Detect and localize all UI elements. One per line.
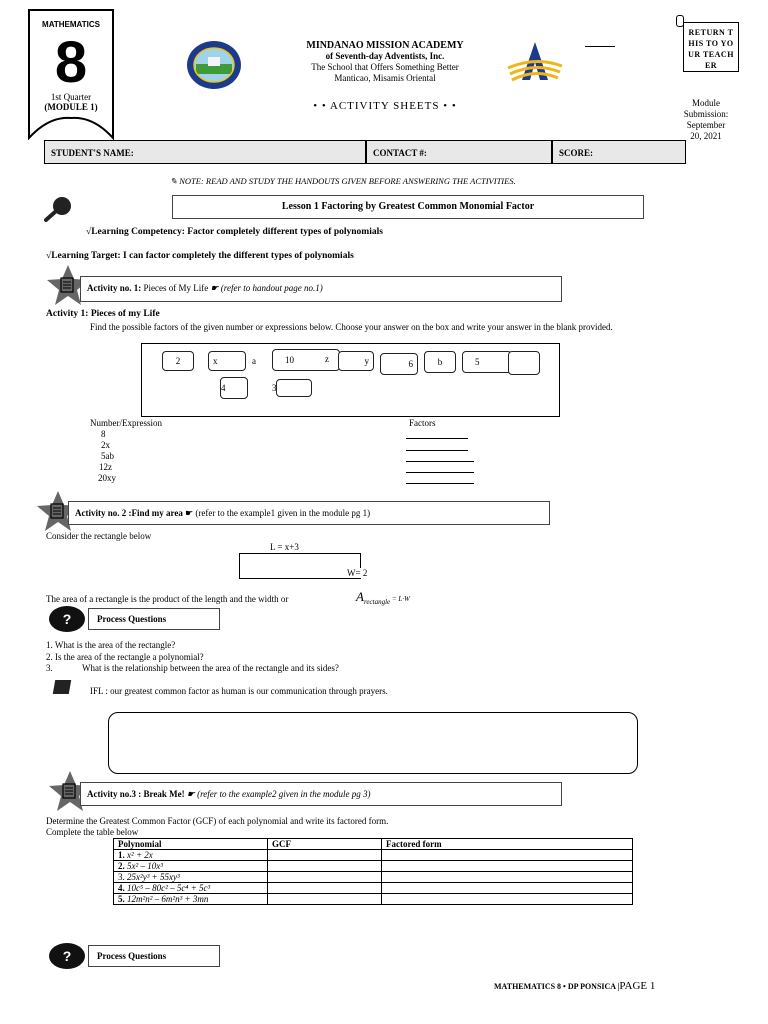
adventist-logo (504, 40, 566, 88)
polynomial-expression: 5x² – 10x³ (127, 861, 163, 871)
table-row (114, 861, 633, 872)
polynomial-cell (114, 894, 268, 905)
gcf-cell[interactable] (268, 894, 382, 905)
question-circle-icon (48, 605, 86, 633)
factor-choice[interactable]: 4 (220, 377, 248, 399)
learning-competency: √Learning Competency: Factor completely different types of polynomials (86, 227, 383, 237)
subject-label: MATHEMATICS (42, 20, 100, 29)
footer-page: PAGE 1 (619, 980, 656, 992)
row-number: 4. (118, 883, 125, 893)
polynomial-cell (114, 850, 268, 861)
activity-3-banner (80, 782, 562, 806)
expression-item: 8 (101, 429, 106, 439)
factor-choice[interactable] (508, 351, 540, 375)
table-row (114, 883, 633, 894)
expression-item: 12z (99, 462, 112, 472)
activity-2-label: Activity no. 2 :Find my area (75, 508, 183, 518)
factored-form-cell[interactable] (382, 894, 633, 905)
table-row (114, 872, 633, 883)
row-number: 2. (118, 861, 125, 871)
return-box (683, 22, 739, 72)
activity-1-label: Activity no. 1: (87, 283, 142, 293)
question-1: 1. What is the area of the rectangle? (46, 640, 176, 650)
factor-choice[interactable]: x (208, 351, 246, 371)
expression-item: 2x (101, 440, 110, 450)
activity-3-instructions-1: Determine the Greatest Common Factor (GCF) of each polynomial and write its factored form. (46, 816, 389, 826)
quarter-label: 1st Quarter (50, 92, 92, 102)
area-formula (356, 589, 410, 606)
activity-3-banner-text (87, 789, 371, 800)
activity-2-ref: ☛ (refer to the example1 given in the module pg 1) (185, 508, 371, 518)
factor-choice[interactable] (276, 379, 312, 397)
activity-2-banner (68, 501, 550, 525)
factor-choices-box (141, 343, 560, 417)
svg-text:?: ? (62, 611, 72, 627)
note-text: ✎ NOTE: READ AND STUDY THE HANDOUTS GIVEN BEFORE ANSWERING THE ACTIVITIES. (170, 176, 516, 186)
learning-target: √Learning Target: I can factor completely the different types of polynomials (46, 251, 354, 261)
table-header: Polynomial (114, 839, 268, 850)
formula-a: A (356, 589, 364, 604)
activity-1-banner (80, 276, 562, 302)
question-2: 2. Is the area of the rectangle a polynomial? (46, 652, 204, 662)
school-org: of Seventh-day Adventists, Inc. (325, 51, 445, 61)
polynomial-cell (114, 872, 268, 883)
process-questions-label-2: Process Questions (97, 951, 167, 961)
activity-1-heading: Activity 1: Pieces of my Life (46, 309, 160, 319)
number-column-header: Number/Expression (90, 418, 162, 428)
factor-answer-blank[interactable] (406, 461, 474, 462)
activity-2-banner-text (75, 508, 370, 519)
student-name-label: STUDENT'S NAME: (51, 148, 134, 158)
factor-answer-blank[interactable] (406, 438, 468, 439)
table-header: Factored form (382, 839, 633, 850)
length-label: L = x+3 (270, 542, 299, 552)
score-field[interactable] (552, 140, 686, 164)
factored-form-cell[interactable] (382, 883, 633, 894)
polynomial-cell (114, 883, 268, 894)
factor-choice[interactable]: 2 (162, 351, 194, 371)
factor-choice[interactable]: 6 (380, 353, 418, 375)
pin-icon (676, 15, 684, 27)
expression-item: 5ab (101, 451, 114, 461)
gcf-cell[interactable] (268, 850, 382, 861)
factored-form-cell[interactable] (382, 872, 633, 883)
polynomial-expression: 25x²y³ + 55xy³ (127, 872, 180, 882)
activity-1-title: Pieces of My Life (143, 283, 209, 293)
factor-choice[interactable]: a (252, 356, 256, 366)
activity-3-ref: ☛ (refer to the example2 given in the module pg 3) (186, 789, 371, 799)
polynomial-cell (114, 861, 268, 872)
formula-sub: rectangle (363, 597, 391, 606)
factors-column-header: Factors (409, 418, 436, 428)
leaf-icon (53, 680, 71, 694)
module-label: (MODULE 1) (44, 102, 98, 112)
rectangle-figure (239, 553, 361, 579)
answer-box[interactable] (108, 712, 638, 774)
factor-answer-blank[interactable] (406, 483, 474, 484)
polynomial-expression: x² + 2x (127, 850, 153, 860)
row-number: 5. (118, 894, 125, 904)
polynomial-expression: 10c⁵ – 80c² – 5c⁴ + 5c³ (127, 883, 211, 893)
activity-1-instructions: Find the possible factors of the given number or expressions below. Choose your answer on the box and write your answer in the blank provided. (90, 322, 613, 332)
factor-choice[interactable]: 3 (272, 383, 277, 393)
activity-3-instructions-2: Complete the table below (46, 827, 139, 837)
consider-text: Consider the rectangle below (46, 531, 152, 541)
row-number: 3. (118, 872, 125, 882)
factor-choice[interactable]: 5 (462, 351, 512, 373)
sheet-title: • • ACTIVITY SHEETS • • (313, 100, 457, 112)
factor-answer-blank[interactable] (406, 450, 468, 451)
row-number: 1. (118, 850, 125, 860)
table-row (114, 894, 633, 905)
school-address: Manticao, Misamis Oriental (334, 73, 436, 83)
polynomial-table (113, 838, 633, 905)
area-text: The area of a rectangle is the product of the length and the width or (46, 594, 289, 604)
student-name-field[interactable] (44, 140, 366, 164)
activity-1-banner-text (87, 283, 323, 294)
expression-item: 20xy (98, 473, 116, 483)
contact-field[interactable] (366, 140, 552, 164)
gcf-cell[interactable] (268, 883, 382, 894)
process-questions-box-2 (88, 945, 220, 967)
table-header: GCF (268, 839, 382, 850)
question-3: What is the relationship between the area of the rectangle and its sides? (82, 663, 339, 673)
magnifier-icon (44, 196, 74, 222)
activity-1-ref: ☛ (refer to handout page no.1) (210, 283, 323, 293)
grade-number: 8 (54, 30, 88, 95)
school-seal-logo (186, 40, 242, 90)
footer-label: MATHEMATICS 8 • DP PONSICA | (494, 982, 620, 991)
school-tagline: The School that Offers Something Better (311, 62, 459, 72)
table-header-row (114, 839, 633, 850)
width-label: W= 2 (347, 568, 368, 578)
factored-form-cell[interactable] (382, 861, 633, 872)
svg-text:?: ? (62, 948, 72, 964)
return-note: RETURN THIS TO YOUR TEACHER (688, 28, 734, 70)
question-circle-icon (48, 942, 86, 970)
gcf-cell[interactable] (268, 872, 382, 883)
footer (494, 980, 655, 992)
lesson-title-box (172, 195, 644, 219)
factor-choice[interactable]: b (424, 351, 456, 373)
process-questions-label: Process Questions (97, 614, 167, 624)
ifl-text: IFL : our greatest common factor as human is our communication through prayers. (90, 686, 388, 696)
score-label: SCORE: (559, 148, 594, 158)
factor-choice[interactable]: z (325, 354, 329, 364)
table-row (114, 850, 633, 861)
question-3-number: 3. (46, 663, 53, 673)
factored-form-cell[interactable] (382, 850, 633, 861)
contact-label: CONTACT #: (373, 148, 427, 158)
lesson-title: Lesson 1 Factoring by Greatest Common Monomial Factor (281, 201, 535, 212)
factor-choice[interactable]: y (338, 351, 374, 371)
activity-3-label: Activity no.3 : Break Me! (87, 789, 185, 799)
school-name: MINDANAO MISSION ACADEMY (306, 40, 464, 51)
submission-note: Module Submission: September 20, 2021 (683, 98, 729, 141)
polynomial-expression: 12m²n² – 6m²n³ + 3mn (127, 894, 209, 904)
formula-rest: = L·W (390, 595, 410, 603)
factor-answer-blank[interactable] (406, 472, 474, 473)
gcf-cell[interactable] (268, 861, 382, 872)
grade-badge (27, 8, 115, 140)
factor-choice[interactable]: 10 (272, 349, 340, 371)
header-divider-line (585, 46, 615, 47)
process-questions-box (88, 608, 220, 630)
